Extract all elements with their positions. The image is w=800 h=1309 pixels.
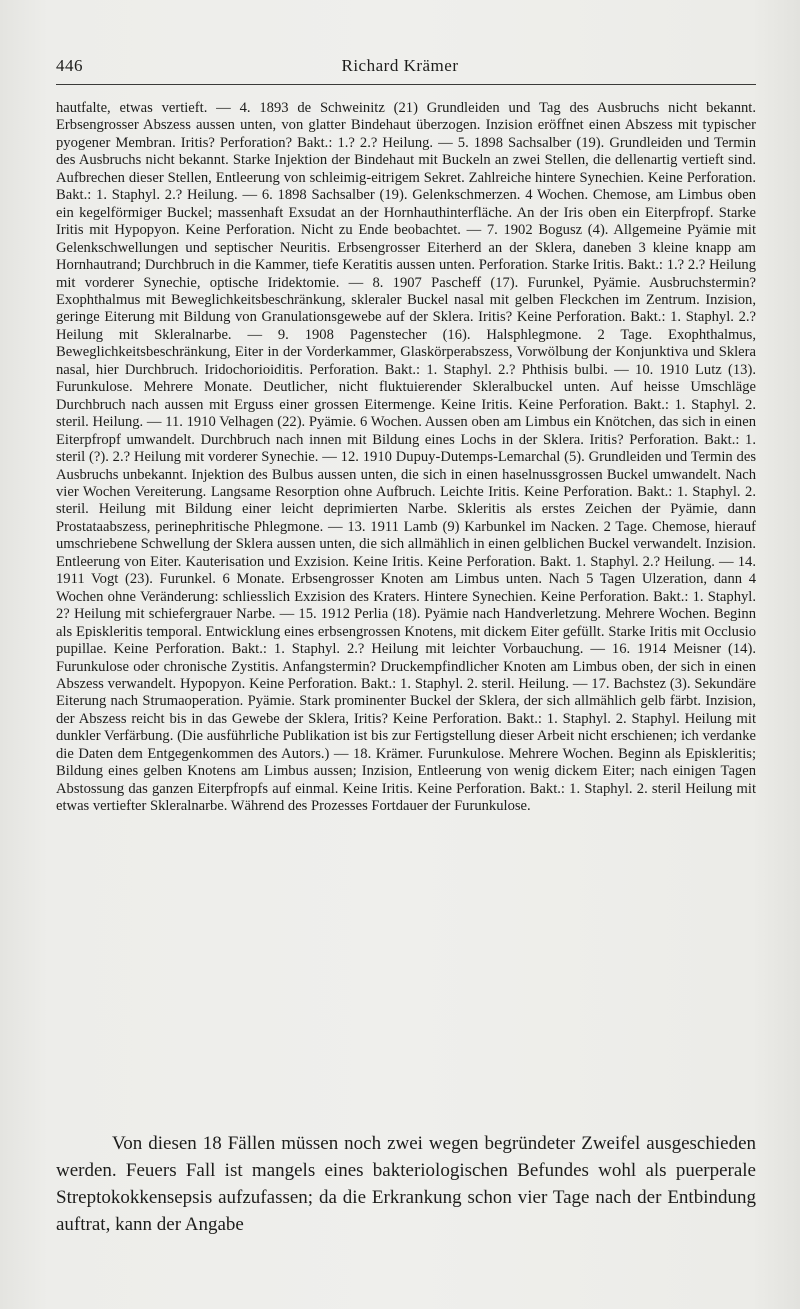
body-paragraph: Von diesen 18 Fällen müssen noch zwei wegen begründeter Zweifel ausgeschieden werden. Feuers Fall ist mangels eines bakteriologischen Befundes wohl als puerperale Streptokokkensepsis aufzufassen; da die Erkrankung schon vier Tage nach der Entbindung auftrat, kann der Angabe xyxy=(56,1133,756,1235)
page-header xyxy=(56,56,756,80)
page-number: 446 xyxy=(56,56,83,75)
header-rule xyxy=(56,84,756,85)
case-list-paragraph: hautfalte, etwas vertieft. — 4. 1893 de Schweinitz (21) Grundleiden und Tag des Ausbruchs nicht bekannt. Erbsengrosser Abszess aussen unten, von glatter Bindehaut überzogen. Inzision eröffnet einen Abszess mit typischer pyogener Membran. Iritis? Perforation? Bakt.: 1.? 2.? Heilung. — 5. 1898 Sachsalber (19). Grundleiden und Termin des Ausbruchs nicht bekannt. Starke Injektion der Bindehaut mit Buckeln an zwei Stellen, die dellenartig vertieft sind. Aufbrechen dieser Stellen, Entleerung von schleimig-eitrigem Sekret. Zahlreiche hintere Synechien. Keine Perforation. Bakt.: 1. Staphyl. 2.? Heilung. — 6. 1898 Sachsalber (19). Gelenkschmerzen. 4 Wochen. Chemose, am Limbus oben ein kegelförmiger Buckel; massenhaft Exsudat an der Hornhauthinterfläche. An der Iris oben ein Eiterpfropf. Starke Iritis mit Hypopyon. Keine Perforation. Nicht zu Ende beobachtet. — 7. 1902 Bogusz (4). Allgemeine Pyämie mit Gelenkschwellungen und septischer Neuritis. Erbsengrosser Eiterherd an der Sklera, daneben 3 kleine knapp am Hornhautrand; Durchbruch in die Kammer, tiefe Keratitis aussen unten. Perforation. Starke Iritis. Bakt.: 1.? 2.? Heilung mit vorderer Synechie, optische Iridektomie. — 8. 1907 Pascheff (17). Furunkel, Pyämie. Ausbruchstermin? Exophthalmus mit Beweglichkeitsbeschränkung, skleraler Buckel nasal mit gelben Fleckchen im Zentrum. Inzision, geringe Eiterung mit Bildung von Granulationsgewebe auf der Sklera. Iritis? Keine Perforation. Bakt.: 1. Staphyl. 2.? Heilung mit Skleralnarbe. — 9. 1908 Pagenstecher (16). Halsphlegmone. 2 Tage. Exophthalmus, Beweglichkeitsbeschränkung, Eiter in der Vorderkammer, Glaskörperabszess, Vorwölbung der Konjunktiva und Sklera nasal, hier Durchbruch. Iridochorioiditis. Perforation. Bakt.: 1. Staphyl. 2.? Phthisis bulbi. — 10. 1910 Lutz (13). Furunkulose. Mehrere Monate. Deutlicher, nicht fluktuierender Skleralbuckel unten. Auf heisse Umschläge Durchbruch nach aussen mit Erguss einer grossen Eitermenge. Keine Iritis. Keine Perforation. Bakt.: 1. Staphyl. 2. steril. Heilung. — 11. 1910 Velhagen (22). Pyämie. 6 Wochen. Aussen oben am Limbus ein Knötchen, das sich in einen Eiterpfropf umwandelt. Durchbruch nach innen mit Bildung eines Lochs in der Sklera. Iritis? Perforation. Bakt.: 1. steril (?). 2.? Heilung mit vorderer Synechie. — 12. 1910 Dupuy-Dutemps-Lemarchal (5). Grundleiden und Termin des Ausbruchs unbekannt. Injektion des Bulbus aussen unten, die sich in einen haselnussgrossen Buckel umwandelt. Nach vier Wochen Vereiterung. Langsame Resorption ohne Aufbruch. Leichte Iritis. Keine Perforation. Bakt.: 1. Staphyl. 2. steril. Heilung mit Bildung einer leicht deprimierten Narbe. Skleritis als erstes Zeichen der Pyämie, dann Prostataabszess, perinephritische Phlegmone. — 13. 1911 Lamb (9) Karbunkel im Nacken. 2 Tage. Chemose, hierauf umschriebene Schwellung der Sklera aussen unten, die sich allmählich in einen gelblichen Buckel verwandelt. Inzision. Entleerung von Eiter. Kauterisation und Exzision. Keine Iritis. Keine Perforation. Bakt. 1. Staphyl. 2.? Heilung. — 14. 1911 Vogt (23). Furunkel. 6 Monate. Erbsengrosser Knoten am Limbus unten. Nach 5 Tagen Ulzeration, dann 4 Wochen ohne Veränderung: schliesslich Exzision des Kraters. Hintere Synechien. Keine Perforation. Bakt.: 1. Staphyl. 2? Heilung mit schiefergrauer Narbe. — 15. 1912 Perlia (18). Pyämie nach Handverletzung. Mehrere Wochen. Beginn als Episkleritis temporal. Entwicklung eines erbsengrossen Knotens, mit dickem Eiter gefüllt. Starke Iritis mit Occlusio pupillae. Keine Perforation. Bakt.: 1. Staphyl. 2.? Heilung mit leichter Vorbauchung. — 16. 1914 Meisner (14). Furunkulose oder chronische Zystitis. Anfangstermin? Druckempfindlicher Knoten am Limbus oben, der sich in einen Abszess verwandelt. Hypopyon. Keine Perforation. Bakt.: 1. Staphyl. 2. steril. Heilung. — 17. Bachstez (3). Sekundäre Eiterung nach Strumaoperation. Pyämie. Stark prominenter Buckel der Sklera, der sich allmählich gelb färbt. Inzision, der Abszess reicht bis in das Gewebe der Sklera, Iritis? Keine Perforation. Bakt.: 1. Staphyl. 2. Staphyl. Heilung mit dunkler Verfärbung. (Die ausführliche Publikation ist bis zur Fertigstellung dieser Arbeit nicht erschienen; ich verdanke die Daten dem Entgegenkommen des Autors.) — 18. Krämer. Furunkulose. Mehrere Wochen. Beginn als Episkleritis; Bildung eines gelben Knotens am Limbus aussen; Inzision, Entleerung von wenig dickem Eiter; nach einigen Tagen Abstossung das ganzen Eiterpfropfs auf einmal. Keine Iritis. Keine Perforation. Bakt.: 1. Staphyl. 2. steril Heilung mit etwas vertiefter Skleralnarbe. Während des Prozesses Fortdauer der Furunkulose. xyxy=(56,100,756,815)
running-head: Richard Krämer xyxy=(341,56,459,75)
